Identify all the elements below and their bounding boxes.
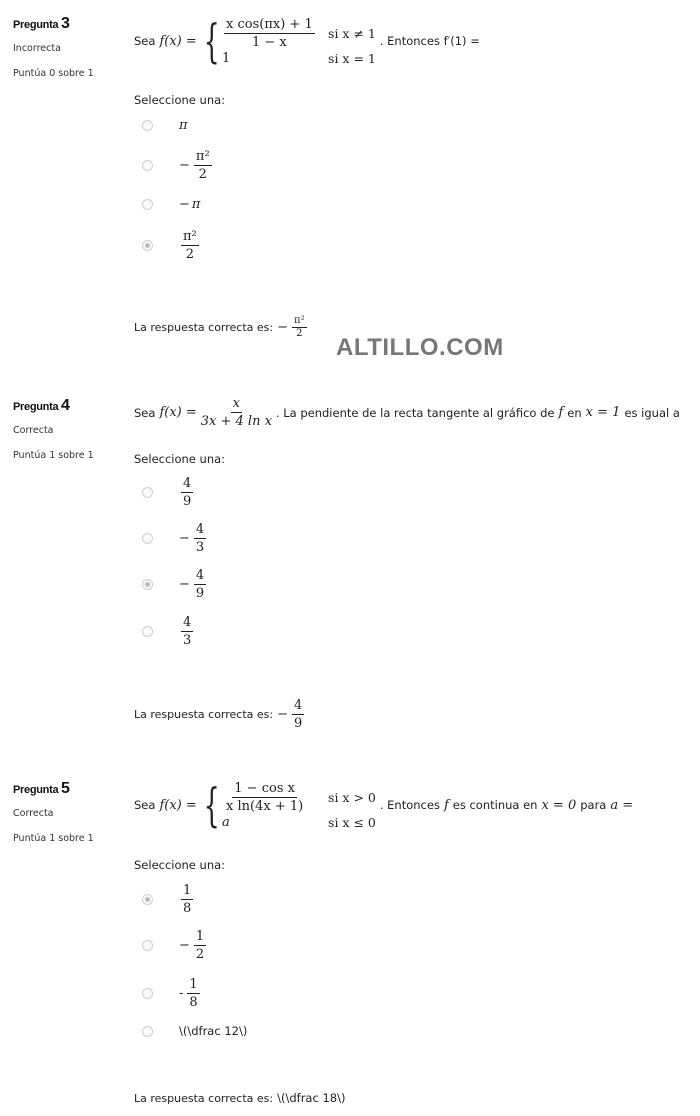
question-prefix: Pregunta	[13, 401, 59, 413]
fraction-denominator: 9	[195, 585, 205, 601]
case-row-1	[222, 16, 376, 51]
stmt-point: x = 0	[541, 797, 577, 813]
case-fraction	[224, 780, 305, 815]
option-label	[179, 148, 214, 183]
stmt-function: f(x) =	[159, 405, 197, 420]
question-prefix: Pregunta	[13, 784, 59, 796]
negative-sign: −	[277, 320, 289, 335]
option-label	[179, 928, 208, 963]
radio-button[interactable]	[142, 988, 153, 999]
question-grade: Puntúa 0 sobre 1	[13, 68, 94, 79]
fraction-numerator: π²	[195, 148, 210, 164]
stmt-f: f	[558, 405, 564, 420]
stmt-para: para	[580, 798, 607, 812]
fraction-denominator: 3x + 4 ln x	[200, 414, 272, 429]
fraction-denominator: 8	[183, 900, 192, 916]
answer-label: La respuesta correcta es:	[134, 708, 274, 721]
radio-button[interactable]	[142, 199, 153, 210]
answer-label: La respuesta correcta es:	[134, 1091, 274, 1105]
question-state: Incorrecta	[13, 43, 61, 54]
fraction-denominator: x ln(4x + 1)	[226, 799, 304, 814]
correct-answer	[134, 315, 309, 340]
negative-sign: -	[179, 985, 184, 1001]
select-prompt: Seleccione una:	[134, 93, 226, 107]
fraction-denominator: 2	[195, 946, 205, 962]
radio-button-selected[interactable]	[142, 240, 153, 251]
option-label	[179, 475, 195, 510]
question-statement	[134, 16, 480, 66]
fraction-denominator: 2	[198, 166, 207, 182]
fraction-numerator: 4	[183, 475, 192, 491]
cases-rows	[222, 780, 376, 830]
radio-button[interactable]	[142, 160, 153, 171]
fraction-numerator: 1	[183, 882, 192, 898]
radio-button[interactable]	[142, 533, 153, 544]
question-statement	[134, 780, 633, 830]
question-grade: Puntúa 1 sobre 1	[13, 833, 94, 844]
radio-button[interactable]	[142, 487, 153, 498]
brace-icon: {	[203, 778, 220, 832]
question-number-value: 4	[61, 397, 70, 414]
question-statement	[134, 395, 680, 430]
stmt-sea: Sea	[134, 34, 156, 48]
case-row-2	[222, 51, 376, 66]
stmt-tail: . La pendiente de la recta tangente al gráfico de	[275, 405, 555, 420]
stmt-en: en	[567, 405, 582, 420]
option-label	[179, 882, 195, 917]
fraction-numerator: 1	[195, 928, 205, 944]
option-label	[179, 228, 201, 263]
radio-button[interactable]	[142, 940, 153, 951]
stmt-f: f	[443, 797, 449, 813]
case-condition: si x = 1	[328, 51, 376, 66]
option-raw-text: \(\dfrac 12\)	[179, 1024, 248, 1038]
fraction-denominator: 2	[296, 328, 303, 339]
fraction-numerator: 4	[183, 614, 192, 630]
question-info	[13, 397, 123, 461]
question-prefix: Pregunta	[13, 19, 59, 31]
radio-button-selected[interactable]	[142, 894, 153, 905]
select-prompt: Seleccione una:	[134, 452, 226, 466]
question-number-value: 5	[61, 780, 70, 797]
stmt-a: a =	[610, 797, 634, 813]
fraction-denominator: 3	[183, 632, 192, 648]
question-state: Correcta	[13, 425, 54, 436]
radio-button-selected[interactable]	[142, 579, 153, 590]
option-label	[179, 976, 202, 1011]
negative-sign: −	[179, 530, 190, 546]
fraction-denominator: 8	[189, 994, 198, 1010]
case-row-1	[222, 780, 376, 815]
fraction-numerator: π²	[183, 228, 197, 244]
option-label	[179, 118, 188, 133]
option-label	[179, 567, 208, 602]
fraction-denominator: 1 − x	[252, 35, 287, 50]
stmt-fraction	[199, 395, 274, 430]
option-label	[179, 1024, 247, 1038]
stmt-sea: Sea	[134, 798, 156, 812]
question-number	[13, 397, 123, 415]
case-condition: si x ≠ 1	[328, 26, 376, 41]
fraction-denominator: 9	[294, 716, 303, 731]
case-row-2	[222, 815, 376, 830]
radio-button[interactable]	[142, 626, 153, 637]
fraction-numerator: x	[232, 396, 240, 411]
case-expression: 1	[222, 51, 231, 66]
answer-raw-text: \(\dfrac 18\)	[277, 1091, 346, 1105]
fraction-numerator: 4	[195, 521, 205, 537]
fraction-numerator: 4	[195, 567, 205, 583]
case-condition: si x > 0	[328, 790, 376, 805]
negative-sign: −	[277, 707, 289, 722]
cases-rows	[222, 16, 376, 66]
stmt-tail: . Entonces	[379, 798, 440, 812]
option-label	[179, 614, 195, 649]
watermark: ALTILLO.COM	[336, 334, 504, 361]
question-number	[13, 15, 123, 33]
stmt-function: f(x) =	[159, 797, 197, 813]
answer-label: La respuesta correcta es:	[134, 321, 274, 334]
fraction-denominator: 9	[183, 493, 192, 509]
stmt-sea: Sea	[134, 405, 156, 420]
fraction-numerator: 1	[189, 976, 198, 992]
stmt-tail-2: es igual a	[624, 405, 680, 420]
negative-sign: −	[179, 937, 190, 953]
negative-sign: −	[179, 157, 190, 173]
fraction-numerator: 4	[294, 698, 303, 713]
question-number-value: 3	[61, 15, 70, 32]
fraction-numerator: x cos(πx) + 1	[226, 17, 313, 32]
question-info	[13, 780, 123, 844]
piecewise-cases	[201, 780, 376, 830]
case-expression: a	[222, 815, 230, 830]
option-label	[179, 521, 208, 556]
option-label	[179, 197, 200, 212]
fraction-denominator: 2	[185, 246, 195, 262]
select-prompt: Seleccione una:	[134, 858, 226, 872]
option-value: π	[191, 196, 201, 212]
stmt-tail: . Entonces f′(1) =	[379, 34, 480, 48]
stmt-point: x = 1	[585, 405, 621, 420]
fraction-numerator: 1 − cos x	[234, 781, 295, 796]
negative-sign: −	[179, 576, 190, 592]
piecewise-cases	[201, 16, 376, 66]
question-grade: Puntúa 1 sobre 1	[13, 450, 94, 461]
radio-button[interactable]	[142, 120, 153, 131]
case-condition: si x ≤ 0	[328, 815, 376, 830]
negative-sign: −	[179, 196, 190, 212]
fraction-denominator: 3	[195, 539, 205, 555]
case-fraction	[224, 16, 315, 51]
correct-answer	[134, 697, 306, 732]
option-value: π	[179, 117, 188, 133]
brace-icon: {	[203, 14, 220, 68]
stmt-function: f(x) =	[159, 33, 197, 49]
question-number	[13, 780, 123, 798]
question-info	[13, 15, 123, 79]
correct-answer	[134, 1091, 345, 1105]
stmt-tail-2: es continua en	[452, 798, 538, 812]
fraction-numerator: π²	[294, 315, 305, 326]
radio-button[interactable]	[142, 1026, 153, 1037]
question-state: Correcta	[13, 808, 54, 819]
